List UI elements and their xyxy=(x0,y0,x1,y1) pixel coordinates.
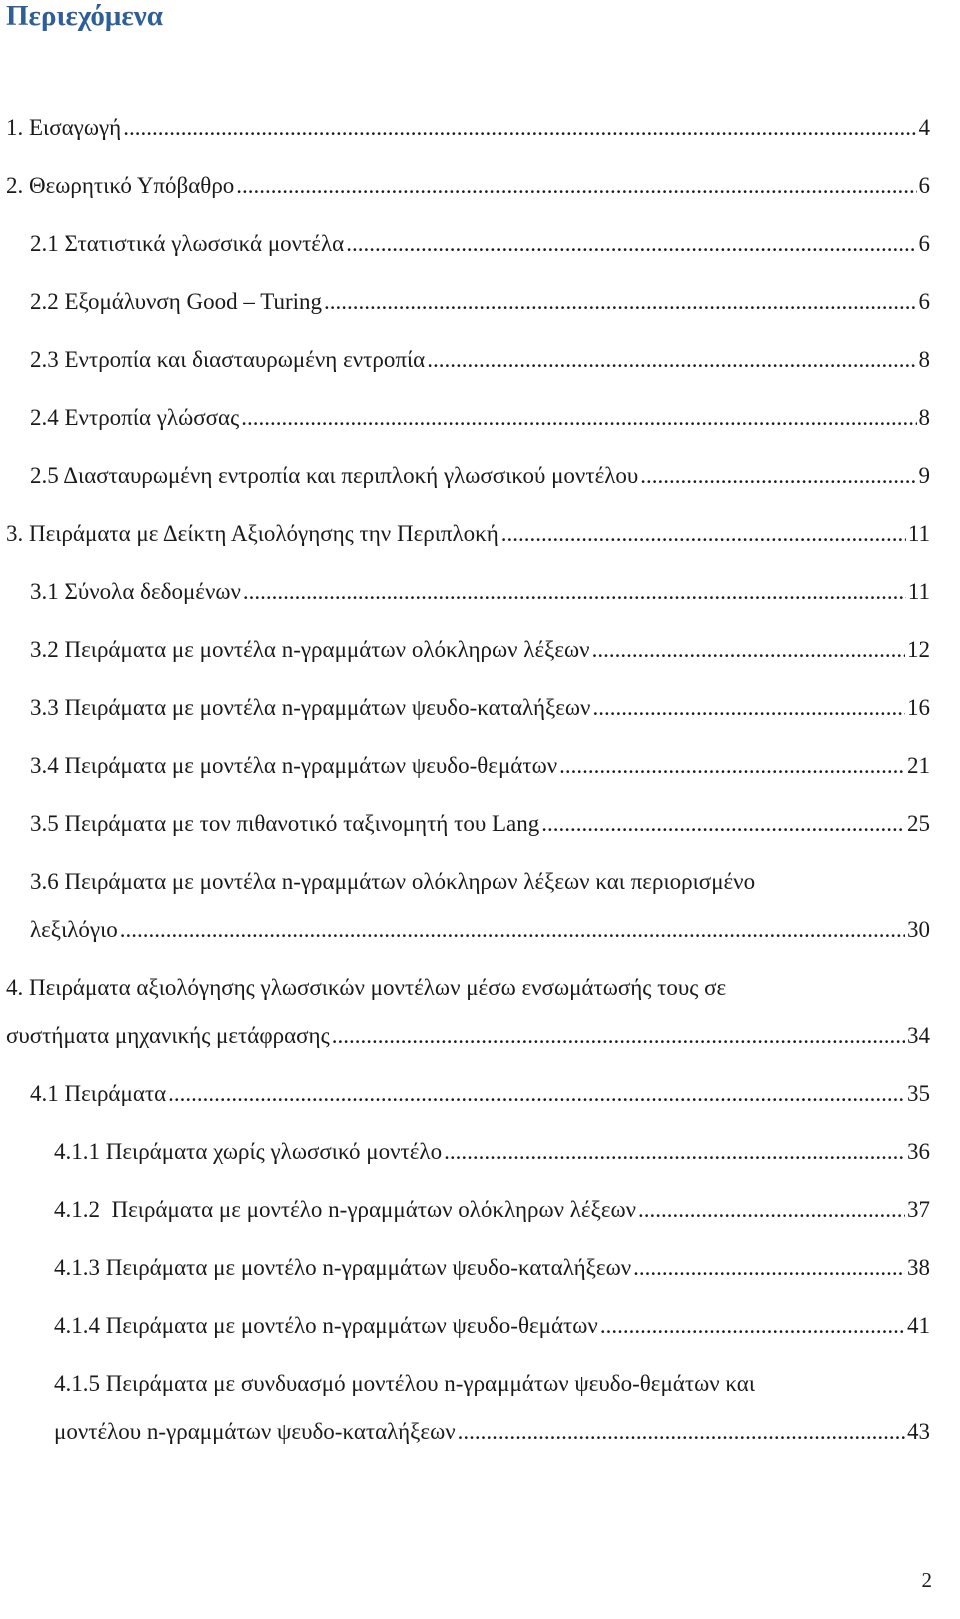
toc-leader-dots xyxy=(501,510,906,558)
toc-entry-page: 41 xyxy=(907,1313,930,1338)
toc-leader-dots xyxy=(332,1012,905,1060)
toc-entry-text: 4.1.5 Πειράματα με συνδυασμό μοντέλου n-γραμμάτων ψευδο-θεμάτων και xyxy=(54,1371,756,1396)
toc-leader-dots xyxy=(638,1186,905,1234)
toc-entry-page: 25 xyxy=(907,811,930,836)
toc-entry-text: 3.2 Πειράματα με μοντέλα n-γραμμάτων ολόκληρων λέξεων xyxy=(30,637,590,662)
toc-entry-text: 3. Πειράματα με Δείκτη Αξιολόγησης την Περιπλοκή xyxy=(6,521,499,546)
toc-entry-4[interactable] xyxy=(0,964,960,1060)
toc-leader-dots xyxy=(427,336,916,384)
toc-entry-text: 3.3 Πειράματα με μοντέλα n-γραμμάτων ψευδο-καταλήξεων xyxy=(30,695,591,720)
toc-entry-2-3[interactable] xyxy=(0,336,960,384)
toc-entry-4-1-1[interactable] xyxy=(0,1128,960,1176)
toc-entry-text: 2.1 Στατιστικά γλωσσικά μοντέλα xyxy=(30,231,345,256)
toc-entry-page: 16 xyxy=(907,695,930,720)
toc-entry-4-1-5[interactable] xyxy=(0,1360,960,1456)
toc-entry-3-2[interactable] xyxy=(0,626,960,674)
toc-entry-text: 2.2 Εξομάλυνση Good – Turing xyxy=(30,289,323,314)
toc-entry-2-4[interactable] xyxy=(0,394,960,442)
toc-leader-dots xyxy=(458,1408,905,1456)
toc-entry-text-continued: λεξιλόγιο xyxy=(30,917,118,942)
toc-entry-page: 35 xyxy=(907,1081,930,1106)
toc-entry-4-1-3[interactable] xyxy=(0,1244,960,1292)
page-number: 2 xyxy=(921,1568,932,1592)
toc-entry-page: 12 xyxy=(907,637,930,662)
toc-entry-text-continued: συστήματα μηχανικής μετάφρασης xyxy=(6,1023,330,1048)
toc-leader-dots xyxy=(640,452,916,500)
toc-leader-dots xyxy=(541,800,905,848)
toc-title: Περιεχόμενα xyxy=(6,0,163,32)
toc-entry-4-1-2[interactable] xyxy=(0,1186,960,1234)
toc-entry-page: 8 xyxy=(918,405,930,430)
toc-entry-text: 4.1.3 Πειράματα με μοντέλο n-γραμμάτων ψευδο-καταλήξεων xyxy=(54,1255,632,1280)
toc-entry-4-1[interactable] xyxy=(0,1070,960,1118)
toc-entry-page: 9 xyxy=(918,463,930,488)
toc-list xyxy=(0,104,960,1466)
toc-leader-dots xyxy=(346,220,916,268)
toc-entry-2-1[interactable] xyxy=(0,220,960,268)
toc-leader-dots xyxy=(120,906,905,954)
toc-entry-text: 4.1 Πειράματα xyxy=(30,1081,167,1106)
toc-leader-dots xyxy=(559,742,905,790)
toc-entry-text: 3.5 Πειράματα με τον πιθανοτικό ταξινομητή του Lang xyxy=(30,811,540,836)
toc-leader-dots xyxy=(592,626,905,674)
toc-entry-text: 3.1 Σύνολα δεδομένων xyxy=(30,579,241,604)
toc-entry-text: 2. Θεωρητικό Υπόβαθρο xyxy=(6,173,235,198)
toc-entry-text-continued: μοντέλου n-γραμμάτων ψευδο-καταλήξεων xyxy=(54,1419,456,1444)
toc-entry-page: 11 xyxy=(907,521,930,546)
toc-entry-3-1[interactable] xyxy=(0,568,960,616)
toc-leader-dots xyxy=(600,1302,905,1350)
toc-entry-page: 6 xyxy=(918,231,930,256)
toc-entry-3-3[interactable] xyxy=(0,684,960,732)
toc-entry-page: 8 xyxy=(918,347,930,372)
toc-entry-page: 38 xyxy=(907,1255,930,1280)
toc-leader-dots xyxy=(592,684,905,732)
toc-entry-text: 2.5 Διασταυρωμένη εντροπία και περιπλοκή γλωσσικού μοντέλου xyxy=(30,463,639,488)
toc-entry-page: 4 xyxy=(918,115,930,140)
toc-entry-4-1-4[interactable] xyxy=(0,1302,960,1350)
toc-entry-text: 4.1.4 Πειράματα με μοντέλο n-γραμμάτων ψευδο-θεμάτων xyxy=(54,1313,598,1338)
toc-entry-1[interactable] xyxy=(0,104,960,152)
toc-entry-text: 4.1.1 Πειράματα χωρίς γλωσσικό μοντέλο xyxy=(54,1139,443,1164)
toc-entry-text: 3.4 Πειράματα με μοντέλα n-γραμμάτων ψευδο-θεμάτων xyxy=(30,753,558,778)
toc-entry-text: 1. Εισαγωγή xyxy=(6,115,122,140)
toc-entry-text: 4.1.2 Πειράματα με μοντέλο n-γραμμάτων ολόκληρων λέξεων xyxy=(54,1197,637,1222)
toc-entry-page: 43 xyxy=(907,1419,930,1444)
toc-entry-page: 30 xyxy=(907,917,930,942)
toc-leader-dots xyxy=(444,1128,905,1176)
toc-entry-page: 21 xyxy=(907,753,930,778)
toc-leader-dots xyxy=(241,394,916,442)
toc-leader-dots xyxy=(633,1244,905,1292)
toc-entry-text: 2.4 Εντροπία γλώσσας xyxy=(30,405,240,430)
toc-entry-page: 6 xyxy=(918,289,930,314)
toc-entry-text: 4. Πειράματα αξιολόγησης γλωσσικών μοντέλων μέσω ενσωμάτωσής τους σε xyxy=(6,975,727,1000)
toc-entry-page: 37 xyxy=(907,1197,930,1222)
toc-entry-2[interactable] xyxy=(0,162,960,210)
toc-entry-2-2[interactable] xyxy=(0,278,960,326)
toc-entry-text: 3.6 Πειράματα με μοντέλα n-γραμμάτων ολόκληρων λέξεων και περιορισμένο xyxy=(30,869,756,894)
toc-entry-3[interactable] xyxy=(0,510,960,558)
toc-leader-dots xyxy=(243,568,906,616)
toc-entry-2-5[interactable] xyxy=(0,452,960,500)
toc-entry-page: 36 xyxy=(907,1139,930,1164)
toc-entry-page: 11 xyxy=(907,579,930,604)
toc-leader-dots xyxy=(236,162,916,210)
toc-entry-page: 6 xyxy=(918,173,930,198)
toc-leader-dots xyxy=(324,278,916,326)
toc-leader-dots xyxy=(168,1070,905,1118)
toc-entry-3-4[interactable] xyxy=(0,742,960,790)
toc-entry-3-5[interactable] xyxy=(0,800,960,848)
toc-entry-text: 2.3 Εντροπία και διασταυρωμένη εντροπία xyxy=(30,347,426,372)
toc-entry-3-6[interactable] xyxy=(0,858,960,954)
toc-entry-page: 34 xyxy=(907,1023,930,1048)
toc-leader-dots xyxy=(123,104,916,152)
